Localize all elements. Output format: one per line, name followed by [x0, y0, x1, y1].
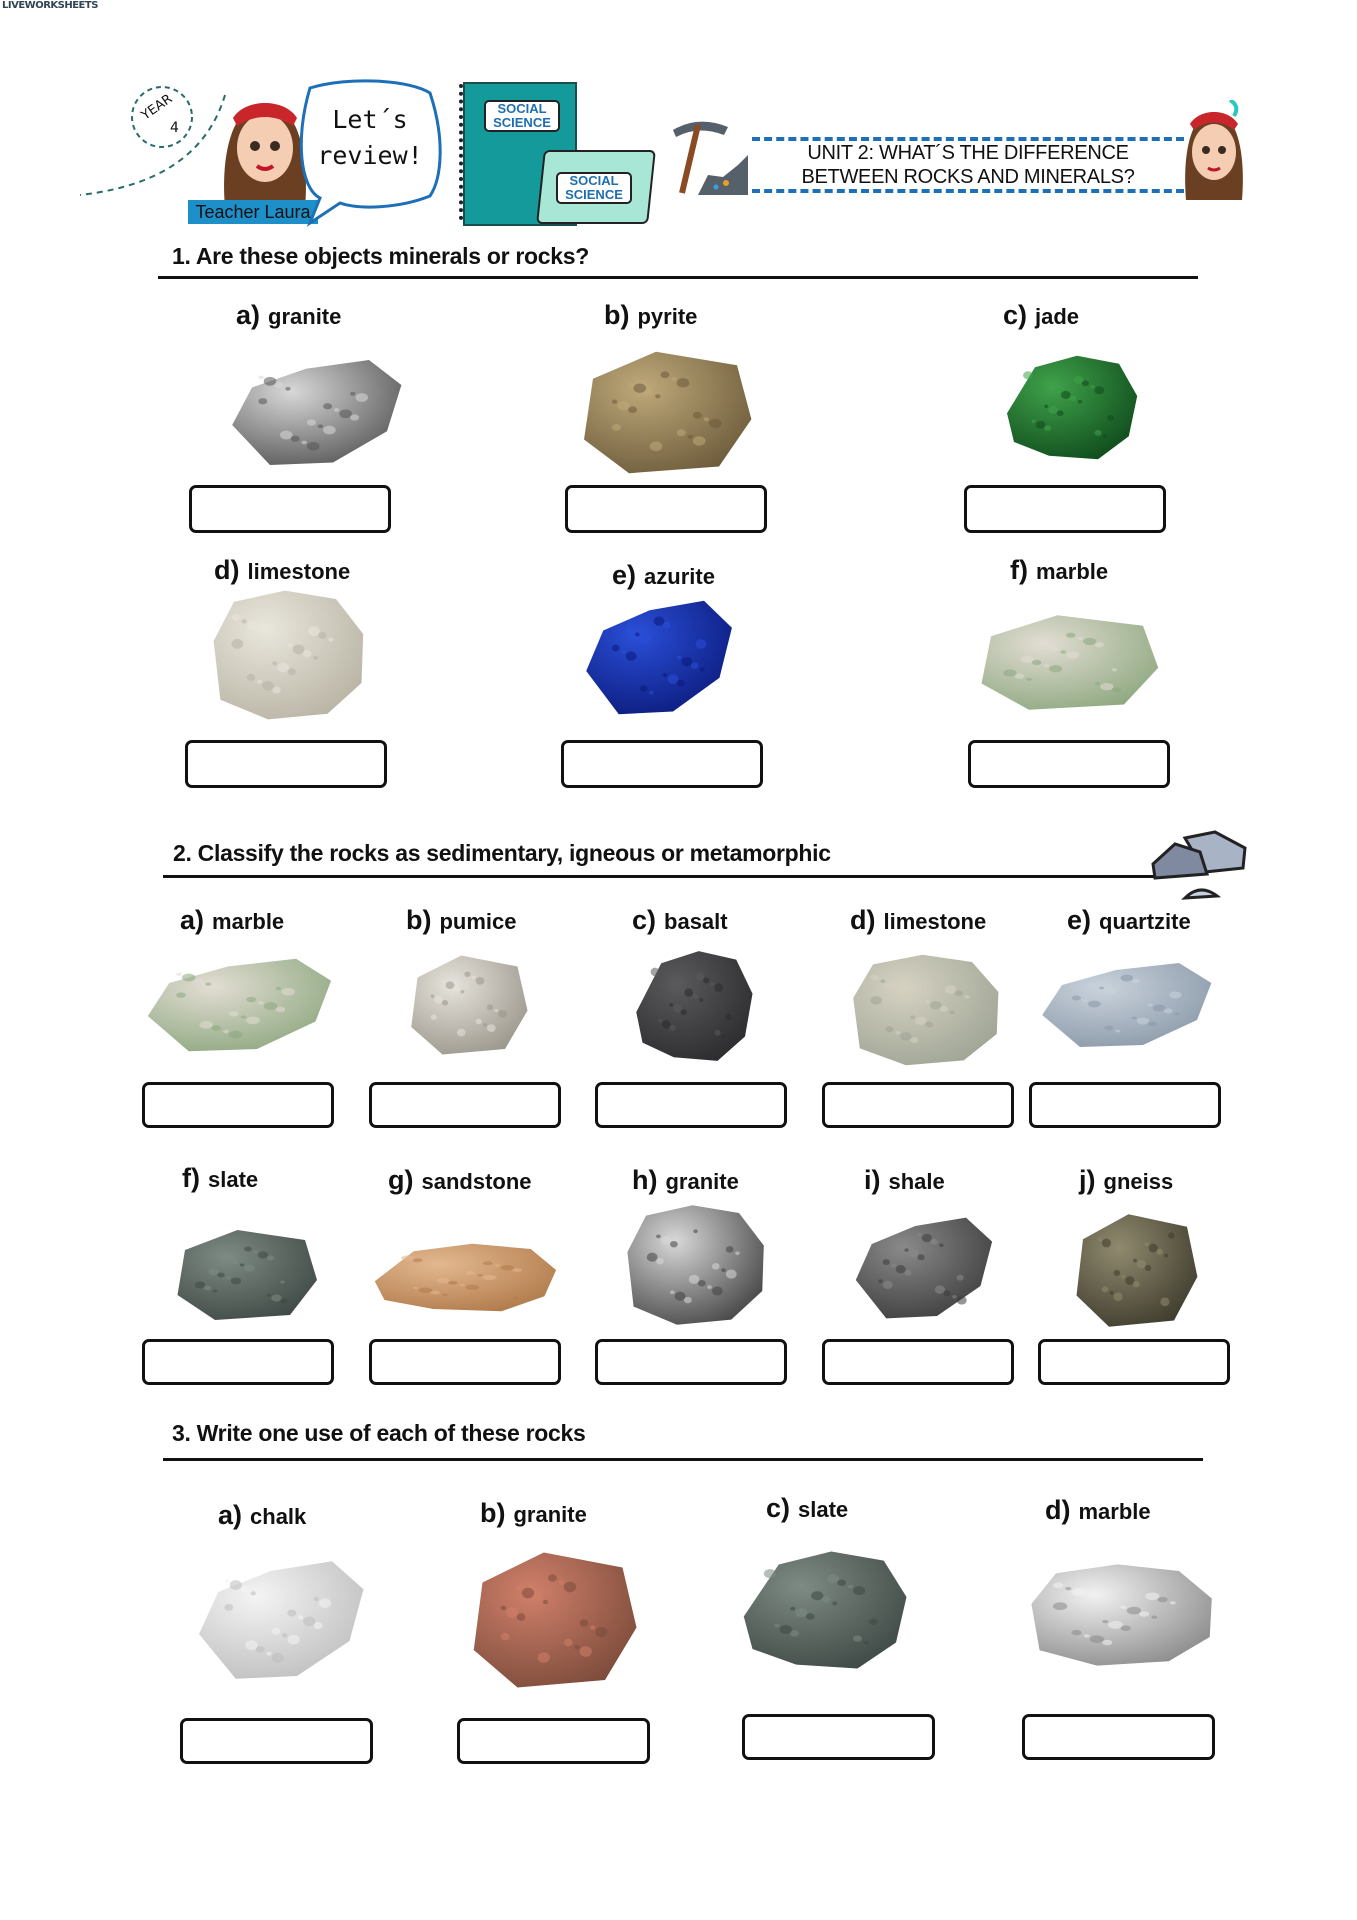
slate-rock-image	[735, 1545, 910, 1675]
item-label	[1045, 1495, 1151, 1526]
item-name: chalk	[250, 1504, 307, 1529]
teacher-avatar-small-icon	[1178, 100, 1250, 200]
item-letter: e)	[1067, 905, 1092, 935]
item-letter: a)	[218, 1500, 243, 1530]
item-letter: a)	[236, 300, 261, 330]
rocks-pile-icon	[1145, 828, 1250, 908]
chalk-rock-image	[192, 1550, 367, 1690]
item-name: marble	[1078, 1499, 1151, 1524]
answer-box-pumice[interactable]	[369, 1082, 561, 1128]
item-name: azurite	[644, 564, 715, 589]
bubble-line-2: review!	[317, 141, 423, 170]
answer-box-granite[interactable]	[457, 1718, 650, 1764]
item-letter: e)	[612, 560, 637, 590]
granite-rock-image	[615, 1200, 770, 1330]
item-letter: j)	[1079, 1165, 1096, 1195]
marble-rock-image	[972, 610, 1162, 715]
answer-box-slate[interactable]	[142, 1339, 334, 1385]
year-label: YEAR	[138, 91, 176, 124]
answer-box-chalk[interactable]	[180, 1718, 373, 1764]
jade-rock-image	[1000, 350, 1140, 465]
year-number: 4	[170, 120, 179, 136]
item-name: pyrite	[637, 304, 698, 329]
item-letter: d)	[1045, 1495, 1071, 1525]
answer-box-shale[interactable]	[822, 1339, 1014, 1385]
item-name: gneiss	[1103, 1169, 1174, 1194]
section-1-title: 1. Are these objects minerals or rocks?	[172, 243, 589, 269]
item-label	[1003, 300, 1079, 331]
item-name: granite	[665, 1169, 739, 1194]
answer-box-marble[interactable]	[968, 740, 1170, 788]
answer-box-limestone[interactable]	[185, 740, 387, 788]
item-name: granite	[268, 304, 342, 329]
answer-box-pyrite[interactable]	[565, 485, 767, 533]
item-name: slate	[798, 1497, 849, 1522]
item-label	[632, 905, 728, 936]
teacher-name: Teacher Laura	[188, 200, 318, 224]
section-3-title: 3. Write one use of each of these rocks	[172, 1420, 586, 1446]
item-label	[612, 560, 715, 591]
item-letter: f)	[1010, 555, 1028, 585]
answer-box-granite[interactable]	[189, 485, 391, 533]
marble-rock-image	[140, 950, 335, 1060]
item-name: sandstone	[421, 1169, 532, 1194]
section-3-divider	[163, 1458, 1203, 1461]
basalt-rock-image	[630, 945, 755, 1067]
item-name: limestone	[247, 559, 351, 584]
answer-box-jade[interactable]	[964, 485, 1166, 533]
answer-box-marble[interactable]	[142, 1082, 334, 1128]
item-letter: c)	[1003, 300, 1028, 330]
item-label	[1067, 905, 1191, 936]
folder-label-1: SOCIAL SCIENCE	[484, 100, 560, 132]
folder-label-2: SOCIAL SCIENCE	[556, 172, 632, 204]
item-label	[236, 300, 341, 331]
item-letter: g)	[388, 1165, 414, 1195]
slate-rock-image	[170, 1225, 320, 1325]
item-letter: d)	[850, 905, 876, 935]
item-name: shale	[888, 1169, 945, 1194]
unit-title-line-1: UNIT 2: WHAT´S THE DIFFERENCE	[807, 142, 1129, 164]
answer-box-marble[interactable]	[1022, 1714, 1215, 1760]
answer-box-gneiss[interactable]	[1038, 1339, 1230, 1385]
sandstone-rock-image	[365, 1240, 560, 1315]
item-letter: d)	[214, 555, 240, 585]
item-label	[182, 1163, 258, 1194]
answer-box-azurite[interactable]	[561, 740, 763, 788]
item-label	[388, 1165, 532, 1196]
item-name: jade	[1035, 304, 1080, 329]
granite-rock-image	[225, 350, 405, 475]
limestone-rock-image	[840, 950, 1005, 1070]
shale-rock-image	[850, 1208, 995, 1328]
pumice-rock-image	[405, 950, 530, 1060]
item-name: limestone	[883, 909, 987, 934]
section-2-divider	[163, 875, 1163, 878]
item-letter: a)	[180, 905, 205, 935]
item-name: quartzite	[1099, 909, 1191, 934]
item-label	[864, 1165, 945, 1196]
section-2-title: 2. Classify the rocks as sedimentary, igneous or metamorphic	[173, 840, 831, 866]
item-label	[766, 1493, 848, 1524]
item-label	[850, 905, 986, 936]
item-name: basalt	[664, 909, 728, 934]
answer-box-quartzite[interactable]	[1029, 1082, 1221, 1128]
item-label	[1079, 1165, 1173, 1196]
unit-title-line-2: BETWEEN ROCKS AND MINERALS?	[801, 166, 1135, 188]
item-letter: c)	[766, 1493, 791, 1523]
quartzite-rock-image	[1035, 955, 1215, 1055]
item-letter: b)	[480, 1498, 506, 1528]
pyrite-rock-image	[575, 345, 755, 480]
item-name: marble	[212, 909, 285, 934]
limestone-rock-image	[200, 585, 370, 725]
item-letter: f)	[182, 1163, 200, 1193]
spiral-binding-icon	[459, 84, 469, 220]
item-name: slate	[207, 1167, 259, 1192]
item-name: pumice	[439, 909, 517, 934]
item-letter: h)	[632, 1165, 658, 1195]
bubble-text	[300, 102, 440, 174]
item-label	[1010, 555, 1108, 586]
unit-title-banner	[752, 137, 1184, 193]
item-label	[604, 300, 697, 331]
item-letter: b)	[604, 300, 630, 330]
item-label	[214, 555, 350, 586]
brand-logo: LIVEWORKSHEETS	[2, 0, 98, 11]
answer-box-granite[interactable]	[595, 1339, 787, 1385]
answer-box-basalt[interactable]	[595, 1082, 787, 1128]
answer-box-sandstone[interactable]	[369, 1339, 561, 1385]
item-letter: b)	[406, 905, 432, 935]
item-name: marble	[1035, 559, 1109, 584]
item-label	[406, 905, 517, 936]
gneiss-rock-image	[1070, 1208, 1200, 1333]
item-label	[218, 1500, 306, 1531]
marble-rock-image	[1015, 1560, 1220, 1670]
pickaxe-icon	[668, 115, 752, 200]
answer-box-slate[interactable]	[742, 1714, 935, 1760]
azurite-rock-image	[580, 590, 735, 725]
item-letter: i)	[864, 1165, 881, 1195]
granite-rock-image	[465, 1545, 640, 1695]
item-label	[180, 905, 284, 936]
answer-box-limestone[interactable]	[822, 1082, 1014, 1128]
item-label	[632, 1165, 739, 1196]
item-letter: c)	[632, 905, 657, 935]
item-label	[480, 1498, 587, 1529]
section-1-divider	[158, 276, 1198, 279]
item-name: granite	[513, 1502, 587, 1527]
bubble-line-1: Let´s	[332, 105, 408, 134]
